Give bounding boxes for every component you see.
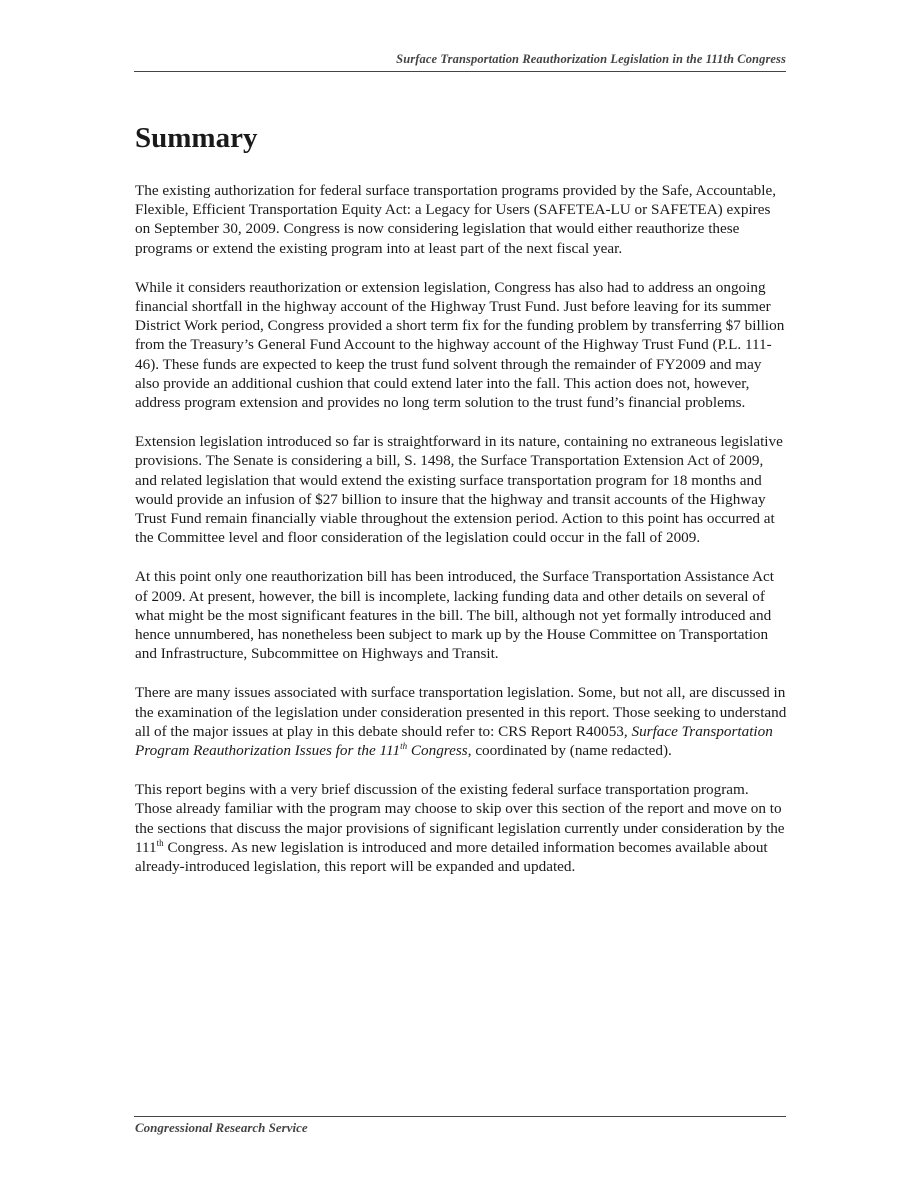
header-rule [134, 71, 786, 72]
paragraph-2: While it considers reauthorization or extension legislation, Congress has also had to address an ongoing financial shortfall in the highway account of the Highway Trust Fund. Just before leaving for its summer District Work period, Congress provided a short term fix for the funding problem by transferring $7 billion from the Treasury’s General Fund Account to the highway account of the Highway Trust Fund (P.L. 111-46). These funds are expected to keep the trust fund solvent through the remainder of FY2009 and may also provide an additional cushion that could extend later into the fall. This action does not, however, address program extension and provides no long term solution to the trust fund’s financial problems. [135, 278, 785, 412]
paragraph-6-b: Congress. As new legislation is introduced and more detailed information becomes available about already-introduced legislation, this report will be expanded and updated. [135, 838, 768, 876]
running-header: Surface Transportation Reauthorization Legislation in the 111th Congress [396, 52, 786, 66]
paragraph-5-tail: , coordinated by (name redacted). [467, 742, 672, 760]
citation-title-a: Surface Transportation Program Reauthorization Issues for the 111 [135, 722, 773, 760]
paragraph-3: Extension legislation introduced so far is straightforward in its nature, containing no extraneous legislative provisions. The Senate is considering a bill, S. 1498, the Surface Transportation Extension Act of 2009, and related legislation that would extend the existing surface transportation program for 18 months and would provide an infusion of $27 billion to insure that the highway and transit accounts of the Highway Trust Fund remain financially viable throughout the extension period. Action to this point has occurred at the Committee level and floor consideration of the legislation could occur in the fall of 2009. [135, 433, 783, 547]
paragraph-1: The existing authorization for federal surface transportation programs provided by the Safe, Accountable, Flexible, Efficient Transportation Equity Act: a Legacy for Users (SAFETEA-LU or SAFETEA) expires on September 30, 2009. Congress is now considering legislation that would either reauthorize these programs or extend the existing program into at least part of the next fiscal year. [135, 182, 777, 257]
paragraph-4: At this point only one reauthorization bill has been introduced, the Surface Transportation Assistance Act of 2009. At present, however, the bill is incomplete, lacking funding data and other details on several of what might be the most significant features in the bill. The bill, although not yet formally introduced and hence unnumbered, has nonetheless been subject to mark up by the House Committee on Transportation and Infrastructure, Subcommittee on Highways and Transit. [135, 568, 775, 663]
paragraph-5-lead: There are many issues associated with surface transportation legislation. Some, but not all, are discussed in the examination of the legislation under consideration presented in this report. Those seeking to understand all of the major issues at play in this debate should refer to: CRS Report R40053, [135, 684, 787, 740]
paragraph-6-a: This report begins with a very brief discussion of the existing federal surface transportation program. Those already familiar with the program may choose to skip over this section of the report and move on to the sections that discuss the major provisions of significant legislation currently under consideration by the 111 [135, 781, 785, 856]
paragraph-6-superscript: th [156, 837, 164, 848]
citation-superscript: th [400, 741, 408, 752]
paragraph-5 [135, 683, 787, 760]
running-footer: Congressional Research Service [135, 1120, 308, 1135]
paragraph-6 [135, 780, 787, 876]
page-title: Summary [135, 122, 258, 154]
summary-body [135, 181, 787, 896]
citation-title-b: Congress [407, 742, 468, 760]
footer-rule [134, 1116, 786, 1117]
